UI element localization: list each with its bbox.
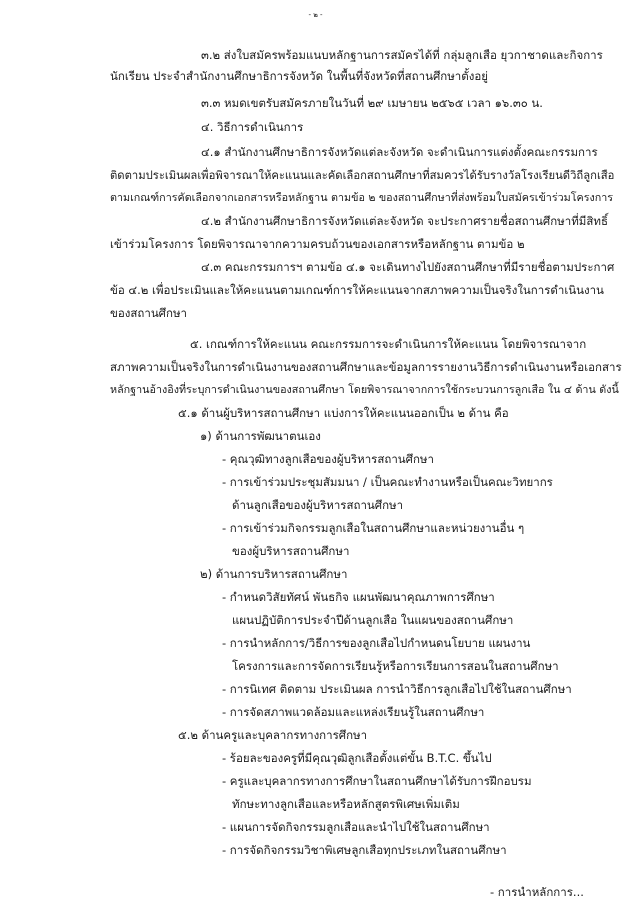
bullet-5-2-b: - ครูและบุคลากรทางการศึกษาในสถานศึกษาได้รับการฝึกอบรม xyxy=(222,774,532,788)
clause-4-2-cont: เข้าร่วมโครงการ โดยพิจารณาจากความครบถ้วนของเอกสารหรือหลักฐาน ตามข้อ ๒ xyxy=(110,237,525,251)
bullet-5-2-b-cont: ทักษะทางลูกเสือและหรือหลักสูตรพิเศษเพิ่มเติม xyxy=(232,797,460,811)
bullet-5-2-d: - การจัดกิจกรรมวิชาพิเศษลูกเสือทุกประเภทในสถานศึกษา xyxy=(222,843,507,857)
section-5-cont-1: สภาพความเป็นจริงในการดำเนินงานของสถานศึกษาและข้อมูลการรายงานวิธีการดำเนินงานหรือเอกสาร xyxy=(110,360,622,374)
clause-3-3: ๓.๓ หมดเขตรับสมัครภายในวันที่ ๒๙ เมษายน ๒๕๖๕ เวลา ๑๖.๓๐ น. xyxy=(201,96,543,110)
bullet-5-1-2-a-cont: แผนปฏิบัติการประจำปีด้านลูกเสือ ในแผนของสถานศึกษา xyxy=(232,613,514,627)
bullet-5-1-1-b: - การเข้าร่วมประชุมสัมมนา / เป็นคณะทำงานหรือเป็นคณะวิทยากร xyxy=(222,475,553,489)
bullet-5-1-2-a: - กำหนดวิสัยทัศน์ พันธกิจ แผนพัฒนาคุณภาพการศึกษา xyxy=(222,590,495,604)
bullet-5-1-2-d: - การจัดสภาพแวดล้อมและแหล่งเรียนรู้ในสถานศึกษา xyxy=(222,705,485,719)
clause-4-3-cont-1: ข้อ ๔.๒ เพื่อประเมินและให้คะแนนตามเกณฑ์การให้คะแนนจากสภาพความเป็นจริงในการดำเนินงาน xyxy=(110,283,604,297)
bullet-5-1-2-b-cont: โครงการและการจัดการเรียนรู้หรือการเรียนการสอนในสถานศึกษา xyxy=(232,659,559,673)
section-4-heading: ๔. วิธีการดำเนินการ xyxy=(201,120,304,134)
bullet-5-1-1-b-cont: ด้านลูกเสือของผู้บริหารสถานศึกษา xyxy=(232,498,404,512)
bullet-5-1-2-b: - การนำหลักการ/วิธีการของลูกเสือไปกำหนดนโยบาย แผนงาน xyxy=(222,636,531,650)
clause-4-1-cont-1: ติดตามประเมินผลเพื่อพิจารณาให้คะแนนและคัดเลือกสถานศึกษาที่สมควรได้รับรางวัลโรงเรียนดีวิถีลูกเสือ xyxy=(110,169,615,182)
clause-3-2-cont: นักเรียน ประจำสำนักงานศึกษาธิการจังหวัด ในพื้นที่จังหวัดที่สถานศึกษาตั้งอยู่ xyxy=(110,69,488,83)
bullet-5-1-1-a: - คุณวุฒิทางลูกเสือของผู้บริหารสถานศึกษา xyxy=(222,452,434,466)
continuation-footer: - การนำหลักการ... xyxy=(490,885,584,899)
clause-4-1: ๔.๑ สำนักงานศึกษาธิการจังหวัดแต่ละจังหวัด จะดำเนินการแต่งตั้งคณะกรรมการ xyxy=(201,145,598,159)
clause-4-2: ๔.๒ สำนักงานศึกษาธิการจังหวัดแต่ละจังหวัด จะประกาศรายชื่อสถานศึกษาที่มีสิทธิ์ xyxy=(201,214,608,228)
page-number: - ๒ - xyxy=(308,11,323,19)
item-5-1-2: ๒) ด้านการบริหารสถานศึกษา xyxy=(200,567,348,581)
bullet-5-1-1-c-cont: ของผู้บริหารสถานศึกษา xyxy=(232,544,350,558)
clause-4-3: ๔.๓ คณะกรรมการฯ ตามข้อ ๔.๑ จะเดินทางไปยังสถานศึกษาที่มีรายชื่อตามประกาศ xyxy=(201,260,615,274)
section-5-cont-2: หลักฐานอ้างอิงที่ระบุการดำเนินงานของสถานศึกษา โดยพิจารณาจากการใช้กระบวนการลูกเสือ ใน ๔ ด้าน ดังนี้ xyxy=(110,383,619,396)
clause-5-2: ๕.๒ ด้านครูและบุคลากรทางการศึกษา xyxy=(178,728,368,742)
section-5-heading: ๕. เกณฑ์การให้คะแนน คณะกรรมการจะดำเนินการให้คะแนน โดยพิจารณาจาก xyxy=(190,337,587,351)
bullet-5-2-a: - ร้อยละของครูที่มีคุณวุฒิลูกเสือตั้งแต่ขั้น B.T.C. ขึ้นไป xyxy=(222,751,492,765)
clause-4-3-cont-2: ของสถานศึกษา xyxy=(110,306,187,320)
clause-4-1-cont-2: ตามเกณฑ์การคัดเลือกจากเอกสารหรือหลักฐาน ตามข้อ ๒ ของสถานศึกษาที่ส่งพร้อมใบสมัครเข้าร่วมโครงการ xyxy=(110,191,614,204)
clause-3-2: ๓.๒ ส่งใบสมัครพร้อมแนบหลักฐานการสมัครได้ที่ กลุ่มลูกเสือ ยุวกาชาดและกิจการ xyxy=(201,48,603,62)
bullet-5-1-1-c: - การเข้าร่วมกิจกรรมลูกเสือในสถานศึกษาและหน่วยงานอื่น ๆ xyxy=(222,521,525,535)
bullet-5-1-2-c: - การนิเทศ ติดตาม ประเมินผล การนำวิธีการลูกเสือไปใช้ในสถานศึกษา xyxy=(222,682,572,696)
bullet-5-2-c: - แผนการจัดกิจกรรมลูกเสือและนำไปใช้ในสถานศึกษา xyxy=(222,820,490,834)
clause-5-1: ๕.๑ ด้านผู้บริหารสถานศึกษา แบ่งการให้คะแนนออกเป็น ๒ ด้าน คือ xyxy=(178,406,509,420)
item-5-1-1: ๑) ด้านการพัฒนาตนเอง xyxy=(200,429,321,443)
